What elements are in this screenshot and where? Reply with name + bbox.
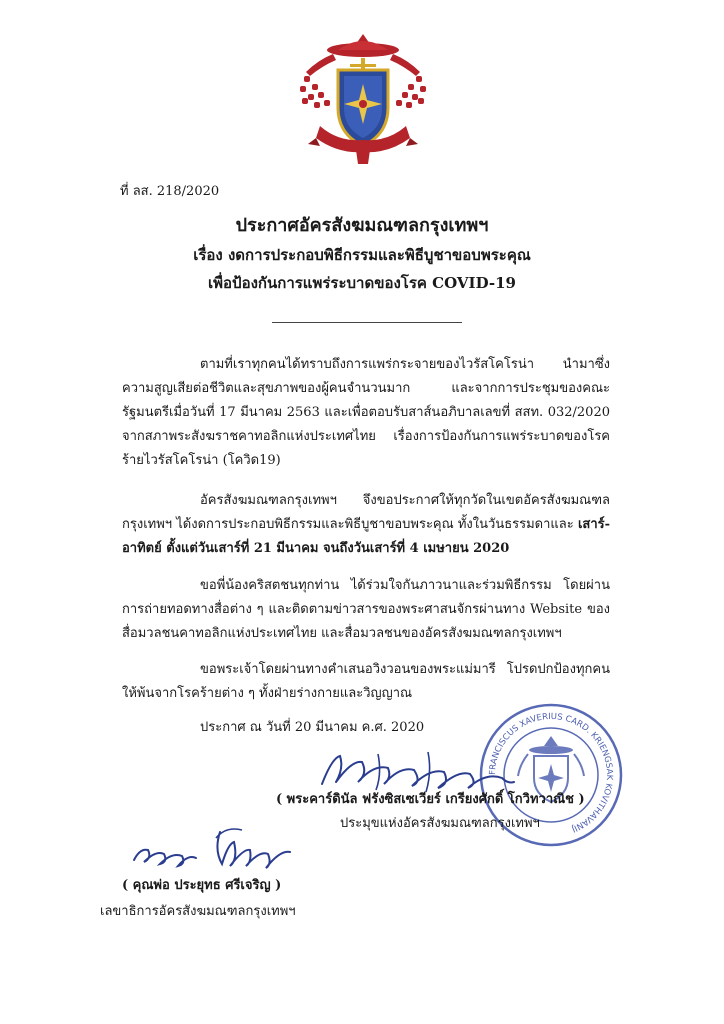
secretary-title: เลขาธิการอัครสังฆมณฑลกรุงเทพฯ xyxy=(100,904,296,919)
archdiocese-crest-logo xyxy=(298,30,428,170)
reference-number: ที่ ลส. 218/2020 xyxy=(120,184,220,199)
paragraph-1-text: ตามที่เราทุกคนได้ทราบถึงการแพร่กระจายของไวรัสโคโรน่า นำมาซึ่งความสูญเสียต่อชีวิตและสุขภาพของผู้คนจำนวนมาก และจากการประชุมของคณะรัฐมนตรีเมื่อวันที่ 17 มีนาคม 2563 และเพื่อตอบรับสาส์นอภิบาลเลขที่ สสท. 032/2020 จากสภาพระสังฆราชคาทอลิกแห่งประเทศไทย เรื่องการป้องกันการแพร่ระบาดของโรคร้ายไวรัสโคโรน่า (โควิด19) xyxy=(122,357,610,468)
subject-line-2: เพื่อป้องกันการแพร่ระบาดของโรค COVID-19 xyxy=(208,274,516,292)
page-title: ประกาศอัครสังฆมณฑลกรุงเทพฯ xyxy=(235,215,489,236)
archbishop-title: ประมุขแห่งอัครสังฆมณฑลกรุงเทพฯ xyxy=(340,816,540,831)
paragraph-4-text: ขอพระเจ้าโดยผ่านทางคำเสนอวิงวอนของพระแม่มารี โปรดปกป้องทุกคนให้พ้นจากโรคร้ายต่าง ๆ ทั้งฝ่ายร่างกายและวิญญาณ xyxy=(122,662,610,701)
paragraph-4 xyxy=(122,658,610,706)
paragraph-2 xyxy=(122,489,610,561)
svg-text:FRANCISCUS XAVERIUS CARD. KRIE: FRANCISCUS XAVERIUS CARD. KRIENGSAK KOVITHAVANIJ xyxy=(487,711,615,834)
paragraph-2-dates: เสาร์-อาทิตย์ ตั้งแต่วันเสาร์ที่ 21 มีนาคม จนถึงวันเสาร์ที่ 4 เมษายน 2020 xyxy=(122,517,610,556)
paragraph-3-text: ขอพี่น้องคริสตชนทุกท่าน ได้ร่วมใจกันภาวนาและร่วมพิธีกรรม โดยผ่านการถ่ายทอดทางสื่อต่าง ๆ และติดตามข่าวสารของพระศาสนจักรผ่านทาง Website ของสื่อมวลชนคาทอลิกแห่งประเทศไทย และสื่อมวลชนของอัครสังฆมณฑลกรุงเทพฯ xyxy=(122,578,610,641)
title-divider xyxy=(272,322,462,323)
paragraph-1 xyxy=(122,353,610,473)
secretary-name: ( คุณพ่อ ประยุทธ ศรีเจริญ ) xyxy=(122,878,282,893)
archbishop-name: ( พระคาร์ดินัล ฟรังซิสเซเวียร์ เกรียงศักดิ์ โกวิทวาณิช ) xyxy=(276,792,585,807)
paragraph-3 xyxy=(122,574,610,646)
secretary-signature xyxy=(130,820,300,875)
paragraph-2-text: อัครสังฆมณฑลกรุงเทพฯ จึงขอประกาศให้ทุกวัดในเขตอัครสังฆมณฑลกรุงเทพฯ ได้งดการประกอบพิธีกรรมและพิธีบูชาขอบพระคุณ ทั้งในวันธรรมดาและ xyxy=(122,493,610,532)
announcement-date: ประกาศ ณ วันที่ 20 มีนาคม ค.ศ. 2020 xyxy=(200,720,425,735)
subject-line-1: เรื่อง งดการประกอบพิธีกรรมและพิธีบูชาขอบพระคุณ xyxy=(193,246,531,264)
